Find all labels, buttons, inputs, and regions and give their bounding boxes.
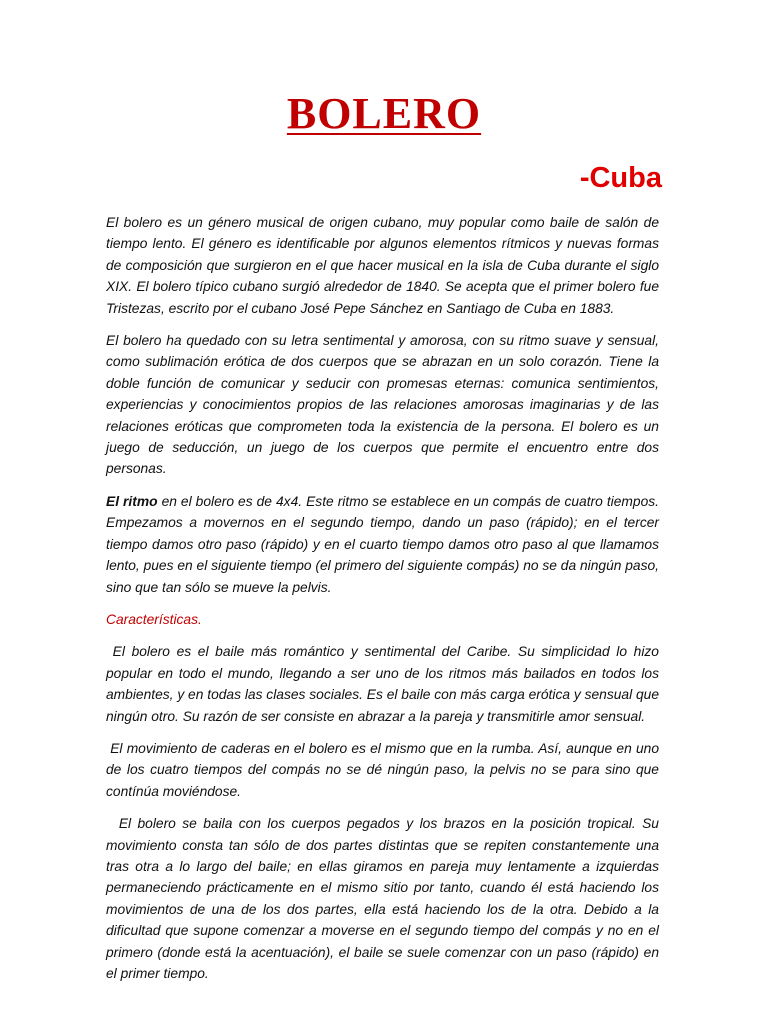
- paragraph-rhythm: [106, 491, 659, 598]
- paragraph-sentiment: El bolero ha quedado con su letra sentimental y amorosa, con su ritmo suave y sensual, como sublimación erótica de dos cuerpos que se abrazan en un solo corazón. Tiene la doble función de comunicar y seducir con promesas eternas: comunica sentimientos, experiencias y conocimientos propios de las relaciones amorosas imaginarias y de las relaciones eróticas que comprometen toda la existencia de la persona. El bolero es un juego de seducción, un juego de los cuerpos que permite el encuentro entre dos personas.: [106, 333, 659, 477]
- document-body: [106, 212, 663, 995]
- document-title: BOLERO: [286, 89, 482, 138]
- paragraph-hips: El movimiento de caderas en el bolero es el mismo que en la rumba. Así, aunque en uno de los cuatro tiempos del compás no se dé ningún paso, la pelvis no se para sino que contínúa moviéndose.: [106, 740, 663, 799]
- paragraph-caribbean: El bolero es el baile más romántico y sentimental del Caribe. Su simplicidad lo hizo popular en todo el mundo, llegando a ser uno de los ritmos más bailados en todos los ambientes, y en todas las clases sociales. Es el baile con más carga erótica y sensual que ningún otro. Su razón de ser consiste en abrazar a la pareja y transmitirle amor sensual.: [106, 644, 663, 724]
- section-heading-caracteristicas: Características.: [106, 611, 202, 627]
- paragraph-dance-steps: El bolero se baila con los cuerpos pegados y los brazos en la posición tropical. Su movimiento consta tan sólo de dos partes distintas que se repiten constantemente una tras otra a lo largo del baile; en ellas giramos en pareja muy lentamente a izquierdas permaneciendo prácticamente en el mismo sitio por tanto, cuando él está haciendo los movimientos de una de los dos partes, ella está haciendo los de la otra. Debido a la dificultad que supone comenzar a moverse en el segundo tiempo del compás y no en el primero (donde está la acentuación), el baile se suele comenzar con un paso (rápido) en el primer tiempo.: [106, 816, 663, 981]
- rhythm-text: en el bolero es de 4x4. Este ritmo se establece en un compás de cuatro tiempos. Empezamos a movernos en el segundo tiempo, dando un paso (rápido); en el tercer tiempo damos otro paso (rápido) y en el cuarto tiempo damos otro paso al que llamamos lento, pues en el siguiente tiempo (el primero del siguiente compás) no se da ningún paso, sino que tan sólo se mueve la pelvis.: [106, 493, 659, 595]
- rhythm-lead: El ritmo: [106, 493, 158, 509]
- document-subtitle: -Cuba: [579, 162, 662, 194]
- paragraph-origin: El bolero es un género musical de origen cubano, muy popular como baile de salón de tiempo lento. El género es identificable por algunos elementos rítmicos y nuevas formas de composición que surgieron en el que hacer musical en la isla de Cuba durante el siglo XIX. El bolero típico cubano surgió alrededor de 1840. Se acepta que el primer bolero fue Tristezas, escrito por el cubano José Pepe Sánchez en Santiago de Cuba en 1883.: [106, 215, 659, 316]
